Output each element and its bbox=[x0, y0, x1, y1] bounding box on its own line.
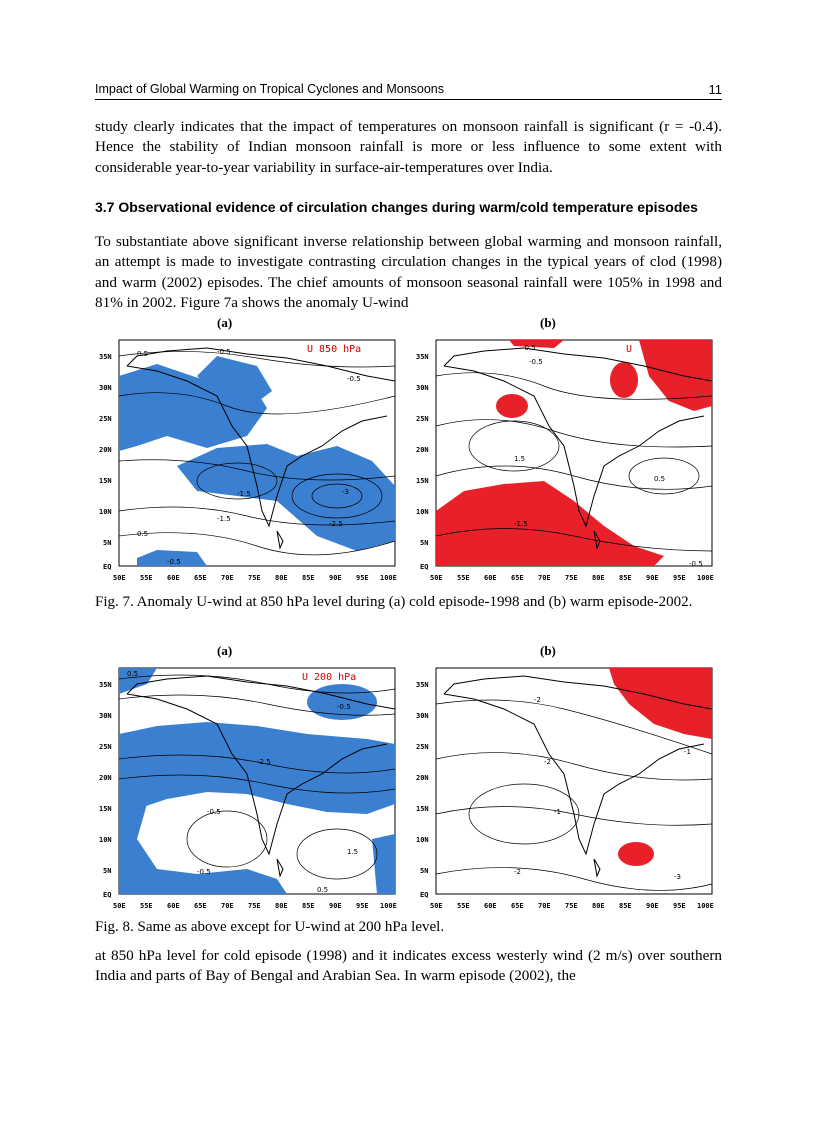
paragraph-continuation: at 850 hPa level for cold episode (1998) and it indicates excess westerly wind (2 m/s) over southern India and parts of Bay of Bengal and Arabian Sea. In warm episode (2002), the bbox=[95, 947, 722, 985]
svg-text:30N: 30N bbox=[416, 384, 429, 392]
svg-text:55E: 55E bbox=[140, 902, 153, 910]
svg-text:25N: 25N bbox=[416, 415, 429, 423]
svg-text:-0.5: -0.5 bbox=[197, 868, 211, 876]
svg-text:70E: 70E bbox=[538, 574, 551, 582]
svg-text:20N: 20N bbox=[416, 774, 429, 782]
svg-text:-1.5: -1.5 bbox=[217, 515, 231, 523]
svg-text:100E: 100E bbox=[697, 574, 714, 582]
svg-text:EQ: EQ bbox=[420, 891, 429, 899]
svg-text:5N: 5N bbox=[103, 539, 112, 547]
fig8-map-b bbox=[414, 664, 720, 912]
fig8b-lat-labels bbox=[416, 681, 429, 899]
svg-text:85E: 85E bbox=[619, 902, 632, 910]
svg-text:0.5: 0.5 bbox=[137, 350, 149, 358]
svg-text:55E: 55E bbox=[457, 574, 470, 582]
svg-text:75E: 75E bbox=[565, 902, 578, 910]
svg-text:-2: -2 bbox=[544, 758, 551, 766]
svg-text:-2: -2 bbox=[514, 868, 521, 876]
svg-text:15N: 15N bbox=[99, 805, 112, 813]
svg-text:-0.5: -0.5 bbox=[207, 808, 221, 816]
svg-text:85E: 85E bbox=[302, 574, 315, 582]
svg-text:100E: 100E bbox=[380, 574, 397, 582]
svg-text:60E: 60E bbox=[167, 574, 180, 582]
svg-text:5N: 5N bbox=[103, 867, 112, 875]
svg-text:85E: 85E bbox=[302, 902, 315, 910]
svg-text:EQ: EQ bbox=[103, 891, 112, 899]
fig8a-level-label: U 200 hPa bbox=[302, 672, 357, 683]
svg-text:-2.5: -2.5 bbox=[329, 520, 343, 528]
svg-text:25N: 25N bbox=[99, 415, 112, 423]
fig7a-level-label: U 850 hPa bbox=[307, 344, 362, 355]
fig7-map-b bbox=[414, 336, 720, 584]
svg-text:50E: 50E bbox=[430, 902, 443, 910]
svg-text:-0.5: -0.5 bbox=[167, 558, 181, 566]
fig8b-lon-labels bbox=[430, 902, 714, 910]
svg-text:10N: 10N bbox=[416, 508, 429, 516]
svg-text:-0.5: -0.5 bbox=[347, 375, 361, 383]
page-number: 11 bbox=[708, 82, 722, 97]
svg-text:55E: 55E bbox=[140, 574, 153, 582]
svg-text:60E: 60E bbox=[484, 574, 497, 582]
svg-text:90E: 90E bbox=[646, 902, 659, 910]
svg-text:95E: 95E bbox=[356, 902, 369, 910]
svg-text:75E: 75E bbox=[248, 574, 261, 582]
fig7-map-a bbox=[97, 336, 403, 584]
svg-text:80E: 80E bbox=[592, 902, 605, 910]
svg-text:70E: 70E bbox=[221, 574, 234, 582]
svg-text:-2.5: -2.5 bbox=[257, 758, 271, 766]
svg-text:-0.5: -0.5 bbox=[529, 358, 543, 366]
svg-text:25N: 25N bbox=[416, 743, 429, 751]
svg-text:0.5: 0.5 bbox=[137, 530, 149, 538]
fig7-panel-b-label: (b) bbox=[540, 315, 556, 330]
section-heading: 3.7 Observational evidence of circulation changes during warm/cold temperature episodes bbox=[95, 199, 698, 215]
svg-text:-0.5: -0.5 bbox=[522, 344, 536, 352]
fig7-panel-a-label: (a) bbox=[217, 315, 233, 330]
svg-text:-1.5: -1.5 bbox=[237, 490, 251, 498]
svg-text:100E: 100E bbox=[380, 902, 397, 910]
svg-text:95E: 95E bbox=[356, 574, 369, 582]
svg-text:65E: 65E bbox=[194, 902, 207, 910]
svg-text:80E: 80E bbox=[275, 902, 288, 910]
svg-text:5N: 5N bbox=[420, 539, 429, 547]
svg-text:95E: 95E bbox=[673, 902, 686, 910]
svg-text:20N: 20N bbox=[99, 774, 112, 782]
svg-text:35N: 35N bbox=[99, 681, 112, 689]
svg-text:15N: 15N bbox=[99, 477, 112, 485]
svg-text:70E: 70E bbox=[221, 902, 234, 910]
fig7b-red-tibet bbox=[610, 362, 638, 398]
fig7b-lon-labels bbox=[430, 574, 714, 582]
fig8-caption: Fig. 8. Same as above except for U-wind at 200 hPa level. bbox=[95, 919, 445, 935]
svg-text:EQ: EQ bbox=[420, 563, 429, 571]
running-title: Impact of Global Warming on Tropical Cyclones and Monsoons bbox=[95, 82, 445, 96]
svg-text:65E: 65E bbox=[511, 902, 524, 910]
svg-text:35N: 35N bbox=[99, 353, 112, 361]
fig8b-red-bay bbox=[618, 842, 654, 866]
svg-text:50E: 50E bbox=[113, 902, 126, 910]
svg-text:65E: 65E bbox=[194, 574, 207, 582]
svg-text:75E: 75E bbox=[565, 574, 578, 582]
svg-text:1.5: 1.5 bbox=[347, 848, 359, 856]
svg-text:90E: 90E bbox=[646, 574, 659, 582]
svg-text:-0.5: -0.5 bbox=[689, 560, 703, 568]
svg-text:0.5: 0.5 bbox=[654, 475, 666, 483]
svg-text:-1: -1 bbox=[684, 748, 691, 756]
svg-text:35N: 35N bbox=[416, 681, 429, 689]
svg-text:60E: 60E bbox=[484, 902, 497, 910]
svg-text:20N: 20N bbox=[416, 446, 429, 454]
svg-text:100E: 100E bbox=[697, 902, 714, 910]
svg-text:30N: 30N bbox=[99, 384, 112, 392]
svg-text:75E: 75E bbox=[248, 902, 261, 910]
paragraph-intro: study clearly indicates that the impact of temperatures on monsoon rainfall is significant (r = -0.4). Hence the stability of Indian monsoon rainfall is more or less influence to some extent with considerable year-to-year variability in surface-air-temperatures over India. bbox=[95, 118, 722, 176]
svg-text:1.5: 1.5 bbox=[514, 455, 526, 463]
svg-text:10N: 10N bbox=[99, 508, 112, 516]
fig8a-lon-labels bbox=[113, 902, 397, 910]
svg-text:30N: 30N bbox=[99, 712, 112, 720]
svg-text:-3: -3 bbox=[674, 873, 681, 881]
svg-text:15N: 15N bbox=[416, 805, 429, 813]
fig7b-red-small bbox=[496, 394, 528, 418]
svg-text:95E: 95E bbox=[673, 574, 686, 582]
fig8-map-a bbox=[97, 664, 403, 912]
svg-text:90E: 90E bbox=[329, 902, 342, 910]
svg-text:55E: 55E bbox=[457, 902, 470, 910]
svg-text:50E: 50E bbox=[430, 574, 443, 582]
svg-text:90E: 90E bbox=[329, 574, 342, 582]
svg-text:EQ: EQ bbox=[103, 563, 112, 571]
svg-text:0.5: 0.5 bbox=[127, 670, 139, 678]
svg-text:-0.5: -0.5 bbox=[337, 703, 351, 711]
svg-text:85E: 85E bbox=[619, 574, 632, 582]
svg-text:-1.5: -1.5 bbox=[514, 520, 528, 528]
svg-text:10N: 10N bbox=[99, 836, 112, 844]
fig7a-lat-labels bbox=[99, 353, 112, 571]
svg-text:5N: 5N bbox=[420, 867, 429, 875]
svg-text:10N: 10N bbox=[416, 836, 429, 844]
svg-text:80E: 80E bbox=[592, 574, 605, 582]
svg-text:25N: 25N bbox=[99, 743, 112, 751]
fig8-panel-a-label: (a) bbox=[217, 643, 233, 658]
svg-text:-3: -3 bbox=[342, 488, 349, 496]
svg-text:70E: 70E bbox=[538, 902, 551, 910]
svg-text:0.5: 0.5 bbox=[317, 886, 329, 894]
fig7b-lat-labels bbox=[416, 353, 429, 571]
fig7a-lon-labels bbox=[113, 574, 397, 582]
svg-text:60E: 60E bbox=[167, 902, 180, 910]
svg-text:-1: -1 bbox=[554, 808, 561, 816]
running-header bbox=[95, 82, 722, 100]
fig7-caption: Fig. 7. Anomaly U-wind at 850 hPa level during (a) cold episode-1998 and (b) warm episode-2002. bbox=[95, 594, 693, 610]
svg-text:-2: -2 bbox=[534, 696, 541, 704]
fig7b-level-label: U bbox=[626, 344, 633, 355]
svg-text:65E: 65E bbox=[511, 574, 524, 582]
svg-text:80E: 80E bbox=[275, 574, 288, 582]
svg-text:30N: 30N bbox=[416, 712, 429, 720]
fig8a-lat-labels bbox=[99, 681, 112, 899]
fig8-panel-b-label: (b) bbox=[540, 643, 556, 658]
paragraph-section: To substantiate above significant inverse relationship between global warming and monsoon rainfall, an attempt is made to investigate contrasting circulation changes in the typical years of clod (1998) and warm (2002) episodes. The chief amounts of monsoon seasonal rainfall were 105% in 1998 and 81% in 2002. Figure 7a shows the anomaly U-wind bbox=[95, 233, 722, 311]
svg-text:20N: 20N bbox=[99, 446, 112, 454]
svg-text:50E: 50E bbox=[113, 574, 126, 582]
svg-text:35N: 35N bbox=[416, 353, 429, 361]
svg-text:15N: 15N bbox=[416, 477, 429, 485]
svg-text:-0.5: -0.5 bbox=[217, 348, 231, 356]
